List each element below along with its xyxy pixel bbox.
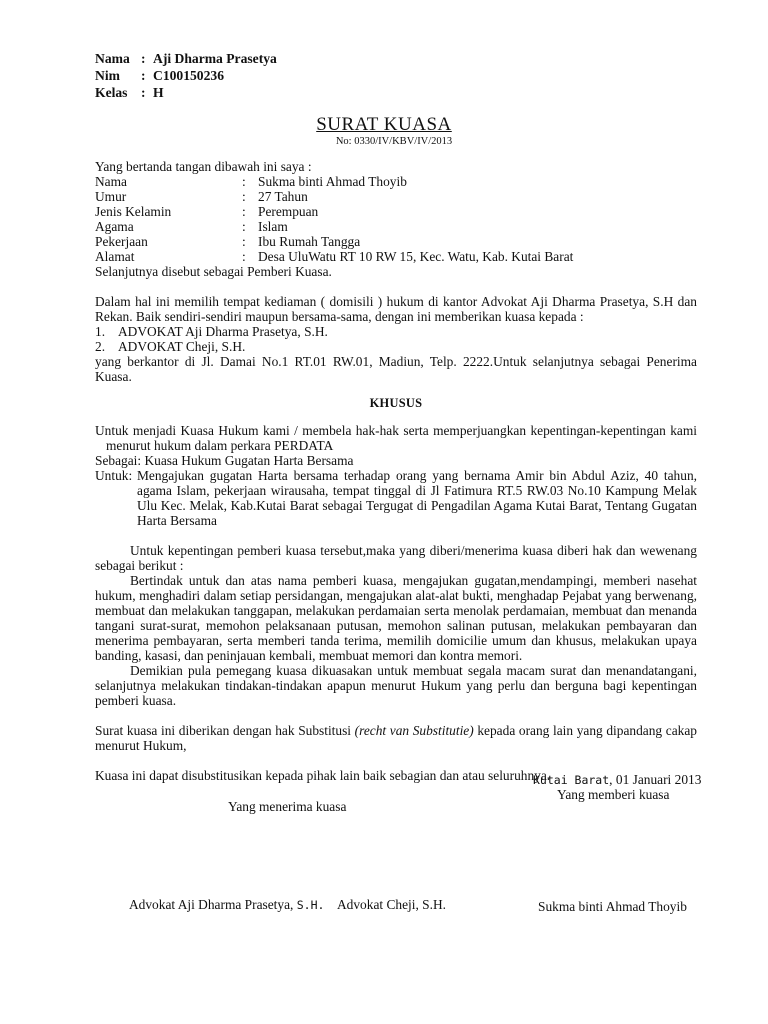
student-kelas-label: Kelas: [95, 85, 128, 100]
spacer: [95, 708, 697, 723]
field-row: [95, 174, 697, 189]
field-value: Desa UluWatu RT 10 RW 15, Kec. Watu, Kab. Kutai Barat: [258, 249, 574, 264]
field-sep: :: [242, 219, 246, 234]
advocate-name: ADVOKAT Aji Dharma Prasetya, S.H.: [118, 324, 328, 339]
field-row: [95, 204, 697, 219]
signature-advocate-1-name: Advokat Aji Dharma Prasetya,: [129, 897, 294, 912]
sebagai-line: Sebagai: Kuasa Hukum Gugatan Harta Bersama: [95, 453, 354, 468]
student-name-sep: :: [141, 51, 146, 66]
field-label: Alamat: [95, 249, 135, 264]
field-value: Sukma binti Ahmad Thoyib: [258, 174, 407, 189]
field-value: Islam: [258, 219, 288, 234]
spacer: [95, 279, 697, 294]
field-label: Nama: [95, 174, 127, 189]
list-item: [95, 339, 697, 354]
field-label: Umur: [95, 189, 127, 204]
student-nim-value: C100150236: [153, 68, 224, 83]
document-title-block: [0, 114, 768, 147]
substitution-italic: (recht van Substitutie): [354, 723, 474, 738]
substitution-paragraph-2: Kuasa ini dapat disubstitusikan kepada pihak lain baik sebagian dan atau seluruhnya.: [95, 768, 551, 783]
field-row: [95, 189, 697, 204]
advocate-list: [95, 324, 697, 354]
list-number: 2.: [95, 339, 106, 354]
field-sep: :: [242, 234, 246, 249]
place-date: [533, 772, 701, 788]
field-sep: :: [242, 204, 246, 219]
field-sep: :: [242, 189, 246, 204]
substitution-paragraph: [95, 723, 697, 753]
student-nim-row: [95, 67, 277, 84]
student-name-row: [95, 50, 277, 67]
signature-advocate-1: [129, 897, 324, 913]
advocate-name: ADVOKAT Cheji, S.H.: [118, 339, 246, 354]
list-number: 1.: [95, 324, 106, 339]
purpose-paragraph: Untuk menjadi Kuasa Hukum kami / membela hak-hak serta memperjuangkan kepentingan-kepentingan kami menurut hukum dalam perkara PERDATA: [95, 423, 697, 453]
date-text: , 01 Januari 2013: [609, 772, 702, 787]
document-number: No: 0330/IV/KBV/IV/2013: [335, 136, 453, 147]
list-item: [95, 324, 697, 339]
untuk-paragraph: [95, 468, 697, 528]
untuk-label: Untuk:: [95, 468, 133, 483]
field-value: Perempuan: [258, 204, 319, 219]
office-paragraph: yang berkantor di Jl. Damai No.1 RT.01 RW.01, Madiun, Telp. 2222.Untuk selanjutnya sebagai Penerima Kuasa.: [95, 354, 697, 384]
domicile-paragraph: Dalam hal ini memilih tempat kediaman ( domisili ) hukum di kantor Advokat Aji Dharma Prasetya, S.H dan Rekan. Baik sendiri-sendiri maupun bersama-sama, dengan ini memberikan kuasa kepada :: [95, 294, 697, 324]
demikian-paragraph: Demikian pula pemegang kuasa dikuasakan untuk membuat segala macam surat dan menandatangani, selanjutnya melakukan tindakan-tindakan apapun menurut Hukum yang perlu dan berguna bagi kepentingan pemberi kuasa.: [95, 663, 697, 708]
student-kelas-value: H: [153, 85, 164, 100]
untuk-text: Mengajukan gugatan Harta bersama terhadap orang yang bernama Amir bin Abdul Aziz, 40 tahun, agama Islam, pekerjaan wirausaha, tempat tinggal di Jl Fatimura RT.5 RW.03 No.10 Kampung Melak Ulu Kec. Melak, Kab.Kutai Barat sebagai Tergugat di Pengadilan Agama Kutai Barat, Tentang Gugatan Harta Bersama: [137, 468, 697, 528]
substitution-text-a: Surat kuasa ini diberikan dengan hak Substitusi: [95, 723, 352, 738]
document-title: SURAT KUASA: [316, 114, 452, 135]
field-label: Jenis Kelamin: [95, 204, 172, 219]
spacer: [95, 528, 697, 543]
field-sep: :: [242, 174, 246, 189]
signature-advocate-1-title: S.H.: [296, 898, 325, 912]
student-nim-sep: :: [141, 68, 146, 83]
field-row: [95, 234, 697, 249]
field-row: [95, 219, 697, 234]
student-name-label: Nama: [95, 51, 130, 66]
field-label: Agama: [95, 219, 134, 234]
field-value: 27 Tahun: [258, 189, 308, 204]
spacer: [95, 753, 697, 768]
field-sep: :: [242, 249, 246, 264]
student-name-value: Aji Dharma Prasetya: [153, 51, 277, 66]
student-kelas-sep: :: [141, 85, 146, 100]
document-body: [95, 159, 697, 783]
grantor-designation: Selanjutnya disebut sebagai Pemberi Kuasa.: [95, 264, 332, 279]
grantor-fields: [95, 174, 697, 264]
signature-advocate-2: Advokat Cheji, S.H.: [337, 897, 446, 912]
student-kelas-row: [95, 84, 277, 101]
field-row: [95, 249, 697, 264]
field-label: Pekerjaan: [95, 234, 148, 249]
bertindak-paragraph: Bertindak untuk dan atas nama pemberi kuasa, mengajukan gugatan,mendampingi, memberi nasehat hukum, menghadiri dalam setiap persidangan, mengajukan alat-alat bukti, menghadap Pejabat yang berwenang, membuat dan melakukan tanggapan, melakukan perdamaian serta menolak perdamaian, membuat dan menanda tangani surat-surat, memohon pelaksanaan putusan, memohon salinan putusan, melakukan pembayaran dan menerima pembayaran, serta memberi tanda terima, memilih domicilie umum dan khusus, melakukan upaya banding, kasasi, dan peninjauan kembali, membuat memori dan kontra memori.: [95, 573, 697, 663]
student-info: [95, 50, 277, 101]
intro-text: Yang bertanda tangan dibawah ini saya :: [95, 159, 312, 174]
kepentingan-paragraph: Untuk kepentingan pemberi kuasa tersebut,maka yang diberi/menerima kuasa diberi hak dan wewenang sebagai berikut :: [95, 543, 697, 573]
place-text: Kutai Barat: [533, 773, 610, 787]
section-heading-khusus: KHUSUS: [369, 396, 423, 410]
recipient-label: Yang menerima kuasa: [228, 799, 347, 814]
signature-grantor: Sukma binti Ahmad Thoyib: [538, 899, 687, 914]
substitution-text-b: kepada orang lain yang dipandang cakap menurut Hukum,: [95, 723, 697, 753]
field-value: Ibu Rumah Tangga: [258, 234, 361, 249]
student-nim-label: Nim: [95, 68, 120, 83]
grantor-label: Yang memberi kuasa: [557, 787, 670, 802]
